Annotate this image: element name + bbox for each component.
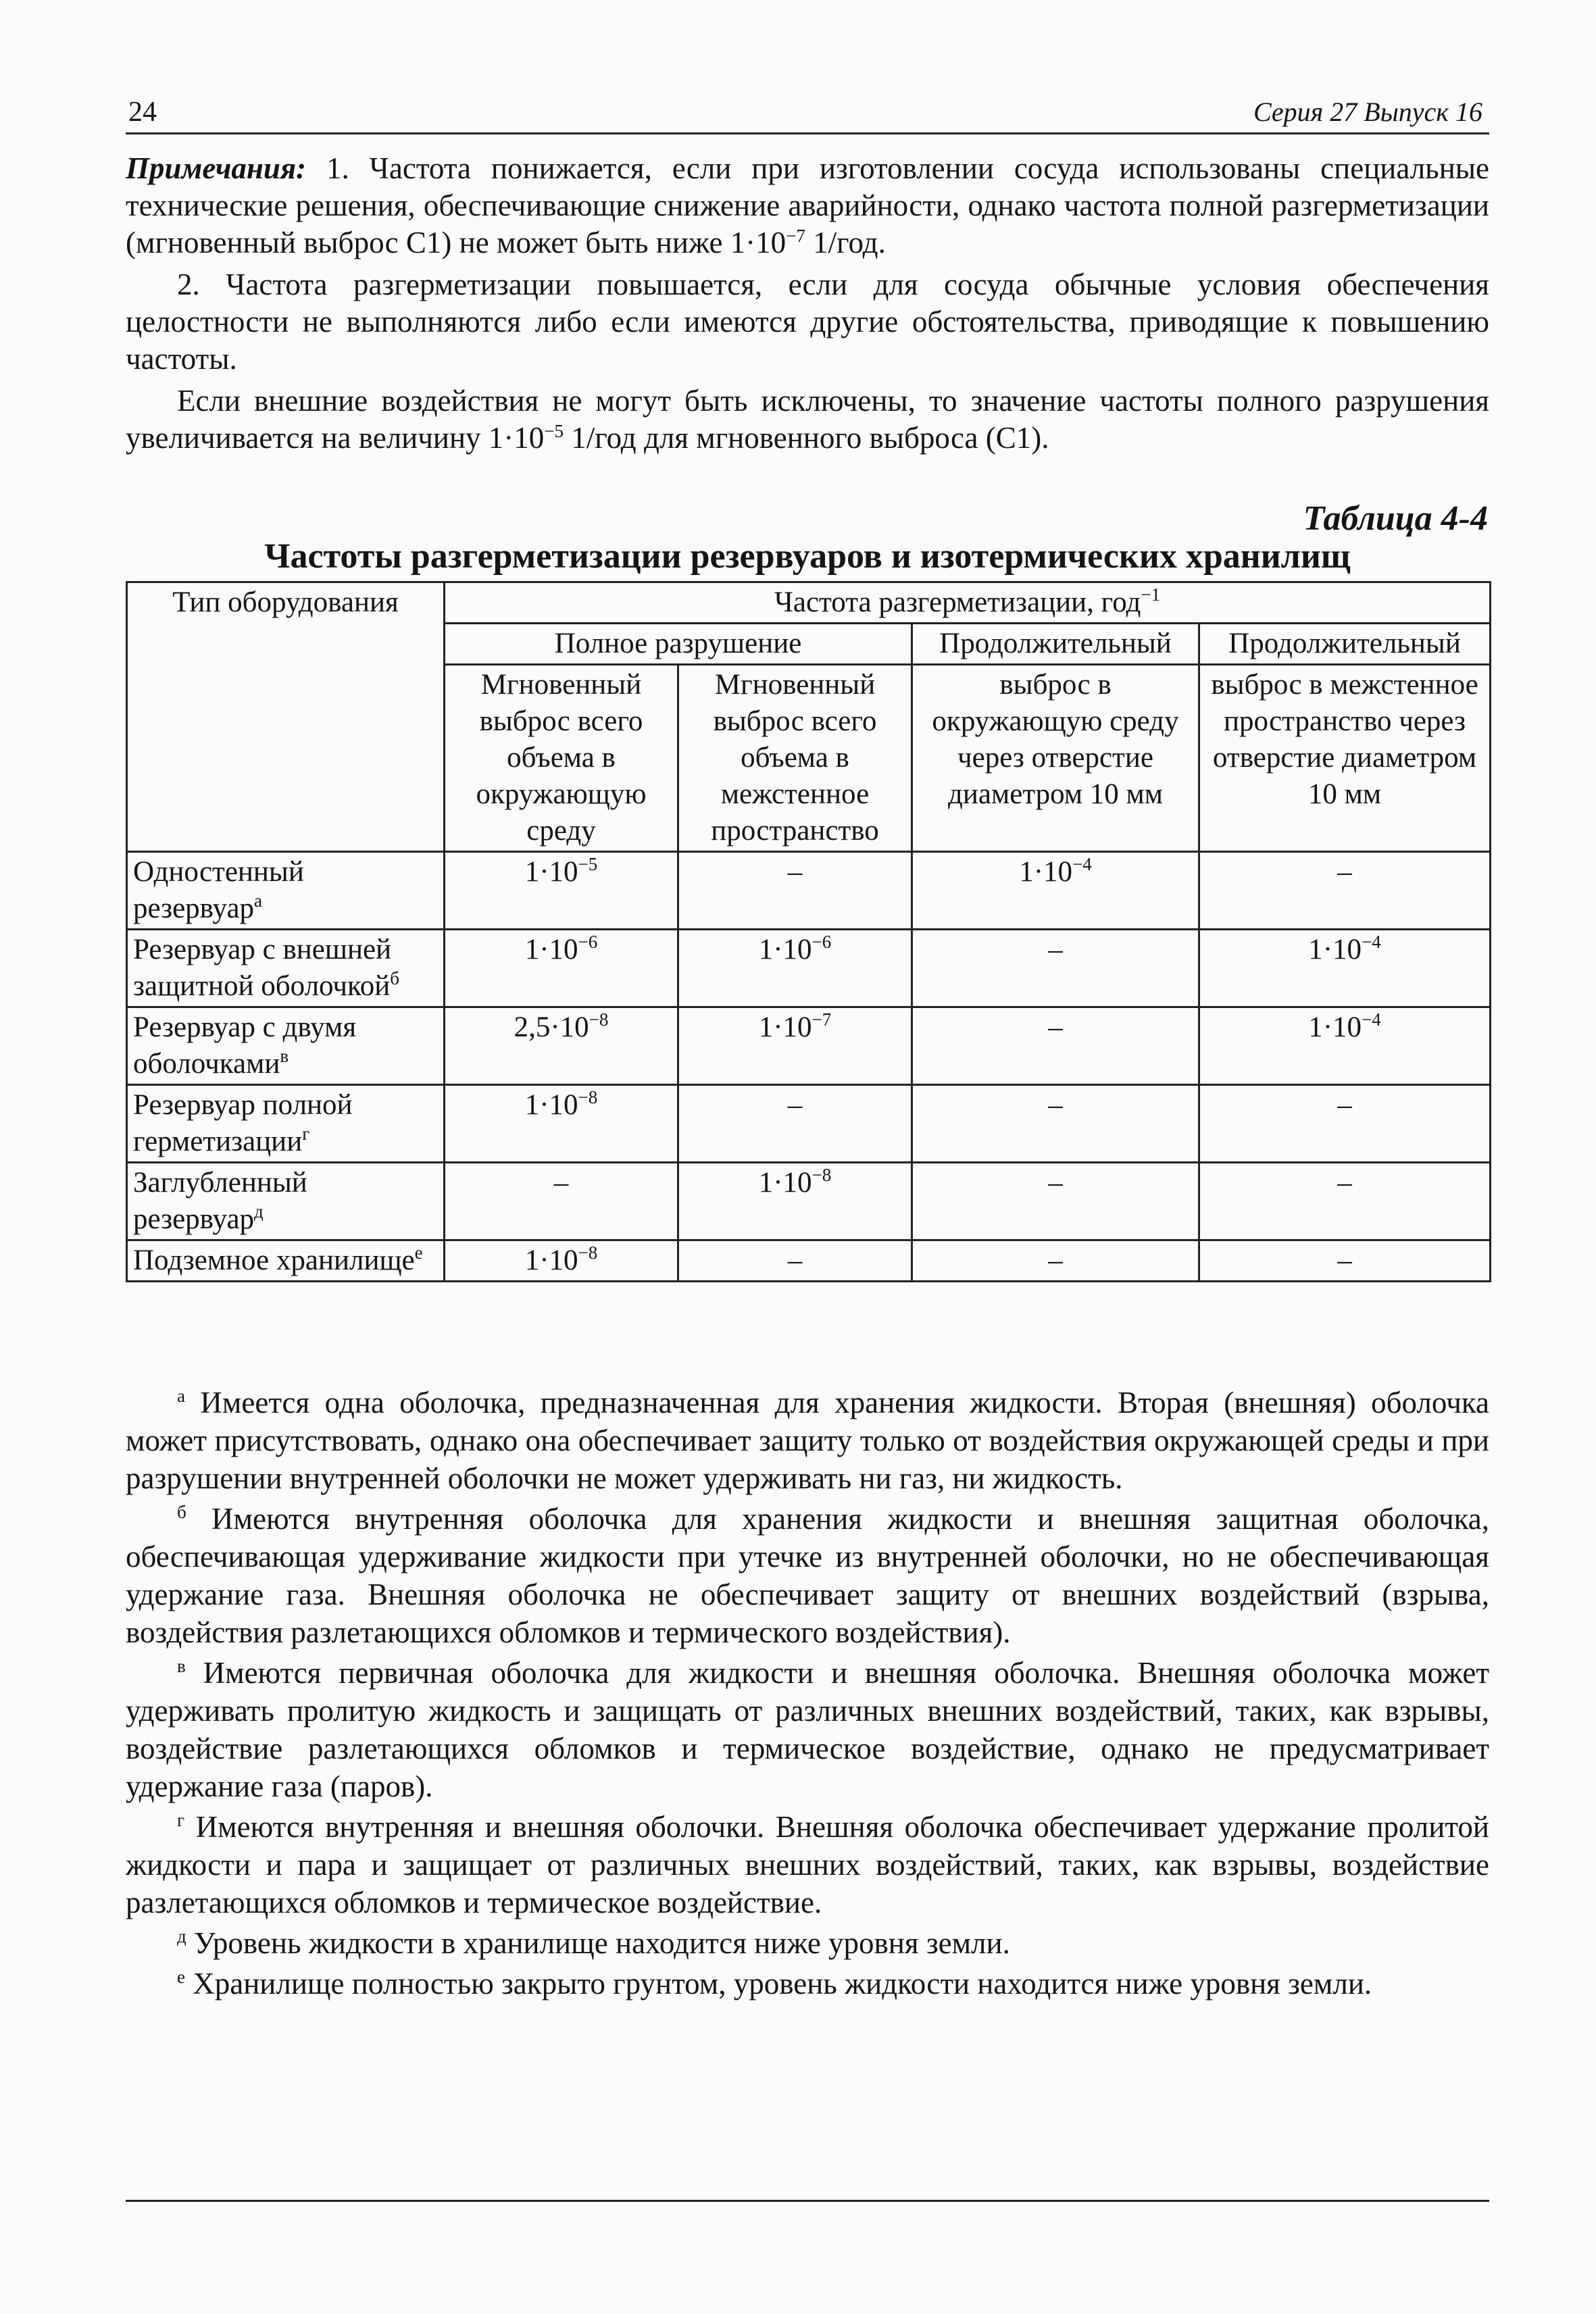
cell-c3: –	[912, 1163, 1199, 1240]
note-1-end: 1/год.	[805, 226, 886, 259]
cell-c3: –	[912, 930, 1199, 1007]
table-row	[127, 1163, 1491, 1240]
continuous-release-header-2: Продолжительный	[1199, 624, 1491, 665]
cell-c1: $1\cdot 10^{-8}$	[445, 1085, 678, 1163]
cell-c3: –	[912, 1240, 1199, 1282]
row-label: Резервуар с двумя оболочками$^в$	[127, 1007, 445, 1085]
continuous-release-interwall-desc: выброс в межстенное пространство через отверстие диаметром 10 мм	[1199, 665, 1491, 852]
cell-c1: $1\cdot 10^{-6}$	[445, 930, 678, 1007]
notes-paragraph-1	[126, 150, 1489, 261]
footnote: $^д$ Уровень жидкости в хранилище находится ниже уровня земли.	[177, 1926, 1010, 1960]
footnote-mark: е	[177, 1967, 185, 1987]
cell-c2: $1\cdot 10^{-6}$	[678, 930, 912, 1007]
page-number: 24	[128, 97, 157, 128]
cell-c4: $1\cdot 10^{-4}$	[1199, 1007, 1491, 1085]
cell-c1: $1\cdot 10^{-8}$	[445, 1240, 678, 1282]
note-3-text: Если внешние воздействия не могут быть исключены, то значение частоты полного разрушения увеличивается на величину 1·10	[126, 384, 1489, 455]
full-destruction-header: Полное разрушение	[445, 624, 912, 665]
table-row	[127, 1007, 1491, 1085]
cell-c1: $2,5\cdot 10^{-8}$	[445, 1007, 678, 1085]
series-label: Серия 27 Выпуск 16	[1253, 97, 1482, 127]
cell-c2: –	[678, 1240, 912, 1282]
cell-c4: –	[1199, 852, 1491, 930]
footnote: $^а$ Имеется одна оболочка, предназначенная для хранения жидкости. Вторая (внешняя) оболочка может присутствовать, однако она обеспечивает защиту только от воздействия окружающей среды и при разрушении внутренней оболочки не может удерживать ни газ, ни жидкость.	[126, 1386, 1489, 1495]
cell-c4: –	[1199, 1163, 1491, 1240]
cell-c4: –	[1199, 1085, 1491, 1163]
table-title: Частоты разгерметизации резервуаров и изотермических хранилищ	[264, 537, 1351, 576]
footnotes	[126, 1384, 1489, 2005]
footnote-mark: а	[177, 1386, 185, 1406]
cell-c2: –	[678, 852, 912, 930]
frequency-header: Частота разгерметизации, год$^{-1}$	[445, 582, 1491, 624]
instant-release-environment-header: Мгновенный выброс всего объема в окружающую среду	[445, 665, 678, 852]
notes-paragraph-3	[126, 382, 1489, 457]
row-label: Резервуар полной герметизации$^г$	[127, 1085, 445, 1163]
notes-label: Примечания:	[126, 151, 307, 185]
cell-c3: $1\cdot 10^{-4}$	[912, 852, 1199, 930]
cell-c3: –	[912, 1085, 1199, 1163]
cell-c2: –	[678, 1085, 912, 1163]
table-number: Таблица 4-4	[1303, 499, 1488, 538]
note-3-exponent: −5	[544, 421, 564, 441]
row-label: Резервуар с внешней защитной оболочкой$^б$	[127, 930, 445, 1007]
footnote-mark: в	[177, 1656, 186, 1676]
continuous-release-environment-desc: выброс в окружающую среду через отверстие диаметром 10 мм	[912, 665, 1199, 852]
row-label: Подземное хранилище$^е$	[127, 1240, 445, 1282]
cell-c4: $1\cdot 10^{-4}$	[1199, 930, 1491, 1007]
footnote: $^в$ Имеются первичная оболочка для жидкости и внешняя оболочка. Внешняя оболочка может удерживать пролитую жидкость и защищать от различных внешних воздействий, таких, как взрывы, воздействие разлетающихся обломков и термическое воздействие, однако не предусматривает удержание газа (паров).	[126, 1656, 1489, 1803]
cell-c2: $1\cdot 10^{-8}$	[678, 1163, 912, 1240]
table-row	[127, 1085, 1491, 1163]
row-label: Заглубленный резервуар$^д$	[127, 1163, 445, 1240]
footnote: $^г$ Имеются внутренняя и внешняя оболочки. Внешняя оболочка обеспечивает удержание пролитой жидкости и пара и защищает от различных внешних воздействий, таких, как взрывы, воздействие разлетающихся обломков и термическое воздействие.	[126, 1810, 1489, 1919]
page-header	[126, 93, 1489, 134]
row-label: Одностенный резервуар$^а$	[127, 852, 445, 930]
note-1-exponent: −7	[786, 226, 805, 246]
table-row	[127, 930, 1491, 1007]
cell-c2: $1\cdot 10^{-7}$	[678, 1007, 912, 1085]
footnote-mark: б	[177, 1502, 186, 1522]
cell-c4: –	[1199, 1240, 1491, 1282]
frequency-header-exponent: −1	[1141, 584, 1161, 605]
footnote-mark: д	[177, 1926, 186, 1946]
bottom-rule	[126, 2200, 1489, 2202]
table-header-row	[127, 582, 1491, 624]
cell-c1: –	[445, 1163, 678, 1240]
table-row	[127, 1240, 1491, 1282]
instant-release-interwall-header: Мгновенный выброс всего объема в межстенное пространство	[678, 665, 912, 852]
note-1-text: 1. Частота понижается, если при изготовлении сосуда использованы специальные технические решения, обеспечивающие снижение аварийности, однако частота полной разгерметизации (мгновенный выброс С1) не может быть ниже 1·10	[126, 151, 1489, 259]
continuous-release-header-1: Продолжительный	[912, 624, 1199, 665]
cell-c1: $1\cdot 10^{-5}$	[445, 852, 678, 930]
note-2: 2. Частота разгерметизации повышается, если для сосуда обычные условия обеспечения целостности не выполняются либо если имеются другие обстоятельства, приводящие к повышению частоты.	[126, 268, 1489, 376]
frequency-table	[126, 581, 1491, 1282]
equipment-type-header: Тип оборудования	[127, 582, 445, 852]
cell-c3: –	[912, 1007, 1199, 1085]
footnote: $^б$ Имеются внутренняя оболочка для хранения жидкости и внешняя защитная оболочка, обеспечивающая удерживание жидкости при утечке из внутренней оболочки, но не обеспечивающая удержание газа. Внешняя оболочка не обеспечивает защиту от внешних воздействий (взрыва, воздействия разлетающихся обломков и термического воздействия).	[126, 1502, 1489, 1649]
note-3-end: 1/год для мгновенного выброса (С1).	[564, 421, 1049, 455]
footnote: $^е$ Хранилище полностью закрыто грунтом, уровень жидкости находится ниже уровня земли.	[177, 1967, 1372, 2001]
footnote-mark: г	[177, 1810, 185, 1830]
table-row	[127, 852, 1491, 930]
